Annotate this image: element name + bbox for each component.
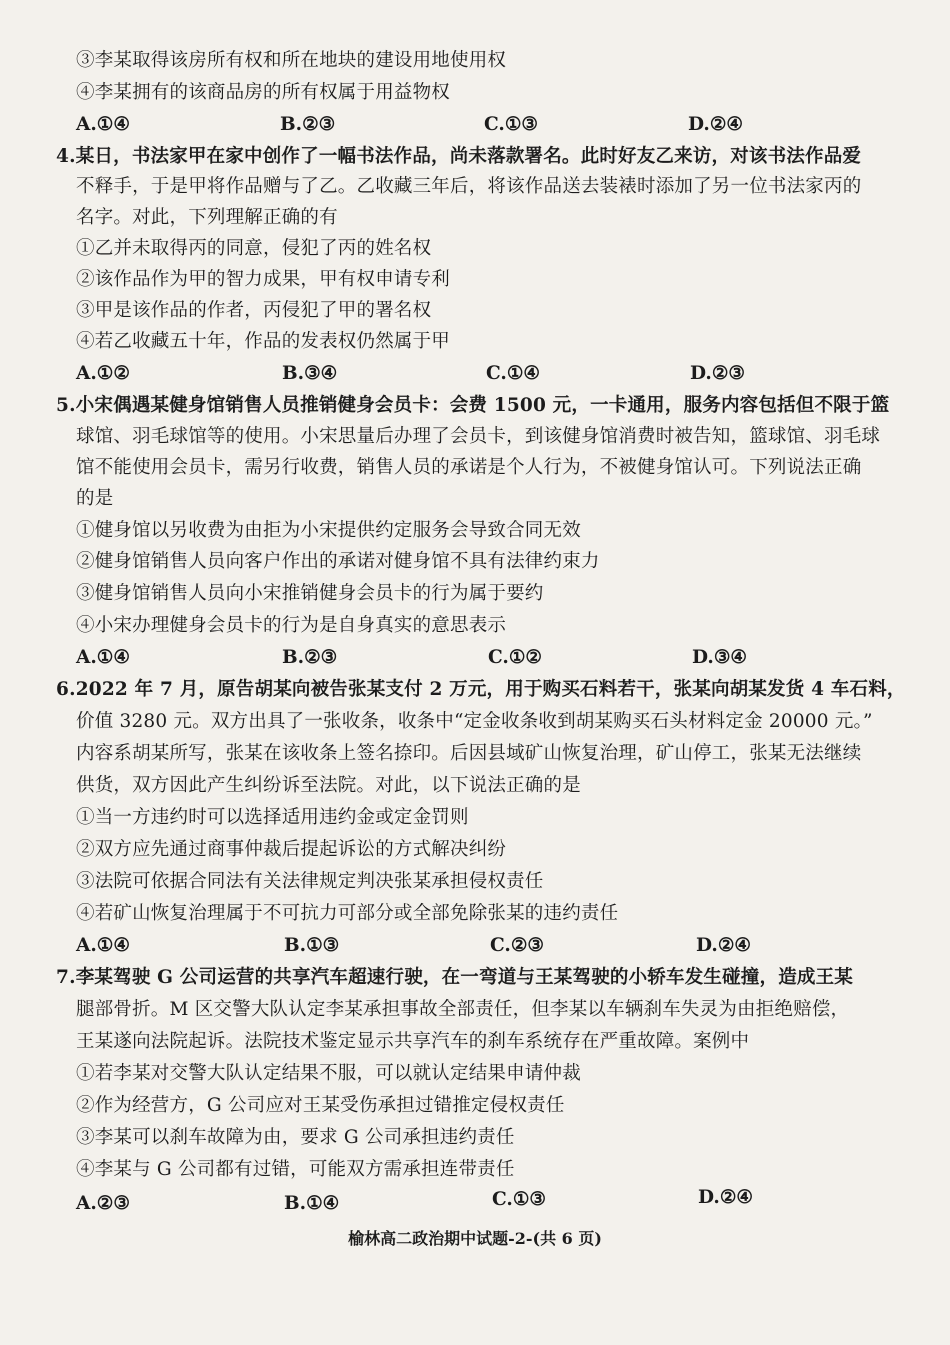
q6-stem-line-2: 价值 3280 元。双方出具了一张收条，收条中“定金收条收到胡某购买石头材料定金 20000 元。”: [76, 711, 873, 732]
q4-stem-line-3: 名字。对此，下列理解正确的有: [76, 207, 338, 228]
q3-option-a[interactable]: A.①④: [76, 114, 130, 135]
q5-stem-line-2: 球馆、羽毛球馆等的使用。小宋思量后办理了会员卡，到该健身馆消费时被告知，篮球馆、羽毛球: [76, 426, 881, 447]
q5-item-2: ②健身馆销售人员向客户作出的承诺对健身馆不具有法律约束力: [76, 551, 600, 572]
q3-item-3: ③李某取得该房所有权和所在地块的建设用地使用权: [76, 50, 507, 71]
q6-item-3: ③法院可依据合同法有关法律规定判决张某承担侵权责任: [76, 871, 544, 892]
q6-stem-line-1: 6.2022 年 7 月，原告胡某向被告张某支付 2 万元，用于购买石料若干，张某向胡某发货 4 车石料，: [56, 679, 906, 700]
q4-item-3: ③甲是该作品的作者，丙侵犯了甲的署名权: [76, 300, 432, 321]
q3-item-4: ④李某拥有的该商品房的所有权属于用益物权: [76, 82, 451, 103]
q7-option-d[interactable]: D.②④: [698, 1187, 753, 1208]
q7-stem-line-3: 王某遂向法院起诉。法院技术鉴定显示共享汽车的刹车系统存在严重故障。案例中: [76, 1031, 750, 1052]
q7-option-b[interactable]: B.①④: [284, 1193, 340, 1214]
q7-option-c[interactable]: C.①③: [492, 1189, 547, 1210]
q4-stem-line-1: 4.某日，书法家甲在家中创作了一幅书法作品，尚未落款署名。此时好友乙来访，对该书法作品爱: [56, 146, 862, 167]
q7-item-3: ③李某可以刹车故障为由，要求 G 公司承担违约责任: [76, 1127, 515, 1148]
q4-item-4: ④若乙收藏五十年，作品的发表权仍然属于甲: [76, 331, 451, 352]
q6-stem-line-3: 内容系胡某所写，张某在该收条上签名捺印。后因县域矿山恢复治理，矿山停工，张某无法继续: [76, 743, 862, 764]
q6-item-4: ④若矿山恢复治理属于不可抗力可部分或全部免除张某的违约责任: [76, 903, 619, 924]
q6-option-b[interactable]: B.①③: [284, 935, 340, 956]
q7-item-4: ④李某与 G 公司都有过错，可能双方需承担连带责任: [76, 1159, 515, 1180]
q5-option-b[interactable]: B.②③: [282, 647, 338, 668]
q6-option-d[interactable]: D.②④: [696, 935, 751, 956]
q3-option-d[interactable]: D.②④: [688, 114, 743, 135]
q7-item-1: ①若李某对交警大队认定结果不服，可以就认定结果申请仲裁: [76, 1063, 581, 1084]
q5-item-1: ①健身馆以另收费为由拒为小宋提供约定服务会导致合同无效: [76, 520, 581, 541]
q6-item-1: ①当一方违约时可以选择适用违约金或定金罚则: [76, 807, 469, 828]
page-footer: 榆林高二政治期中试题-2-(共 6 页): [348, 1229, 602, 1248]
q4-stem-line-2: 不释手，于是甲将作品赠与了乙。乙收藏三年后，将该作品送去装裱时添加了另一位书法家丙的: [76, 176, 862, 197]
q6-stem-line-4: 供货，双方因此产生纠纷诉至法院。对此，以下说法正确的是: [76, 775, 581, 796]
q7-stem-line-1: 7.李某驾驶 G 公司运营的共享汽车超速行驶，在一弯道与王某驾驶的小轿车发生碰撞，造成王某: [56, 967, 853, 988]
q5-item-3: ③健身馆销售人员向小宋推销健身会员卡的行为属于要约: [76, 583, 544, 604]
q5-option-a[interactable]: A.①④: [76, 647, 130, 668]
q5-option-d[interactable]: D.③④: [692, 647, 747, 668]
q5-stem-line-1: 5.小宋偶遇某健身馆销售人员推销健身会员卡：会费 1500 元，一卡通用，服务内容包括但不限于篮: [56, 395, 890, 416]
q5-option-c[interactable]: C.①②: [488, 647, 543, 668]
q3-option-c[interactable]: C.①③: [484, 114, 539, 135]
q6-item-2: ②双方应先通过商事仲裁后提起诉讼的方式解决纠纷: [76, 839, 507, 860]
q4-option-d[interactable]: D.②③: [690, 363, 745, 384]
q5-item-4: ④小宋办理健身会员卡的行为是自身真实的意思表示: [76, 615, 507, 636]
q6-option-c[interactable]: C.②③: [490, 935, 545, 956]
q7-option-a[interactable]: A.②③: [76, 1193, 130, 1214]
q7-stem-line-2: 腿部骨折。M 区交警大队认定李某承担事故全部责任，但李某以车辆刹车失灵为由拒绝赔偿，: [76, 999, 850, 1020]
q7-item-2: ②作为经营方，G 公司应对王某受伤承担过错推定侵权责任: [76, 1095, 565, 1116]
q4-item-1: ①乙并未取得丙的同意，侵犯了丙的姓名权: [76, 238, 432, 259]
q4-option-b[interactable]: B.③④: [282, 363, 338, 384]
q4-option-c[interactable]: C.①④: [486, 363, 541, 384]
q4-option-a[interactable]: A.①②: [76, 363, 130, 384]
q5-stem-line-4: 的是: [76, 488, 114, 509]
q6-option-a[interactable]: A.①④: [76, 935, 130, 956]
q4-item-2: ②该作品作为甲的智力成果，甲有权申请专利: [76, 269, 451, 290]
q5-stem-line-3: 馆不能使用会员卡，需另行收费，销售人员的承诺是个人行为，不被健身馆认可。下列说法正确: [76, 457, 862, 478]
q3-option-b[interactable]: B.②③: [280, 114, 336, 135]
